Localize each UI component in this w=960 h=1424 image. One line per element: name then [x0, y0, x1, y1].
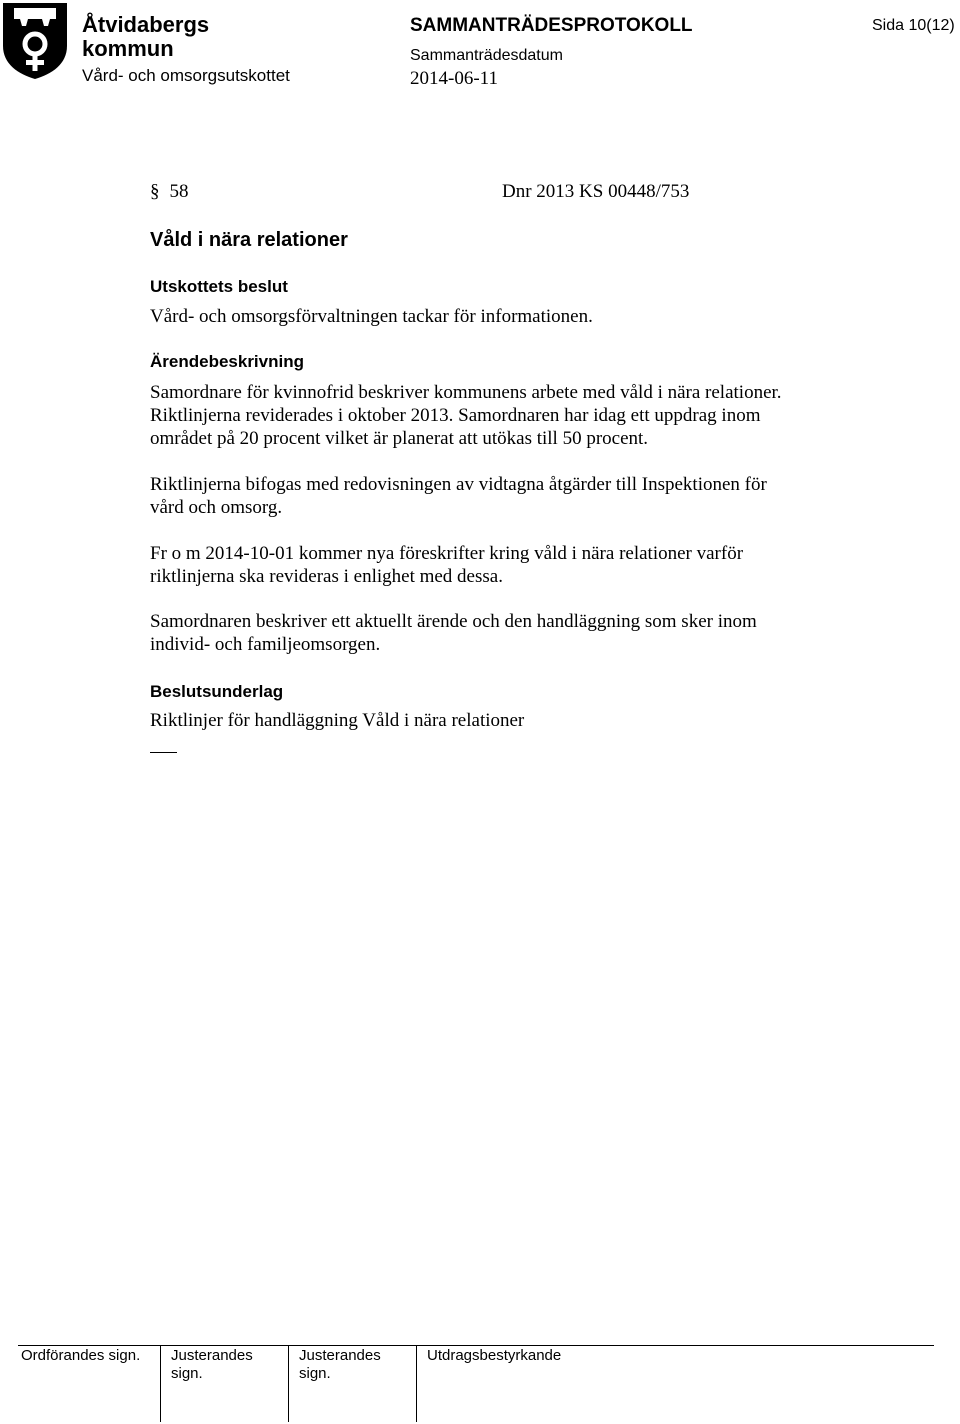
description-paragraph-1: [150, 381, 850, 451]
adjuster-1-signature-sub: sign.: [171, 1365, 203, 1382]
paragraph-line: Riktlinjerna bifogas med redovisningen av vidtagna åtgärder till Inspektionen för: [150, 474, 767, 495]
diary-number: Dnr 2013 KS 00448/753: [502, 181, 690, 202]
page-number: Sida 10(12): [872, 17, 955, 34]
meeting-date-label: Sammanträdesdatum: [410, 47, 563, 64]
basis-heading: Beslutsunderlag: [150, 682, 284, 701]
paragraph-line: vård och omsorg.: [150, 497, 283, 519]
paragraph-line: Riktlinjer för handläggning Våld i nära relationer: [150, 710, 525, 731]
adjuster-2-signature-sub: sign.: [299, 1365, 331, 1382]
signature-divider: [416, 1346, 417, 1422]
paragraph-line: riktlinjerna ska revideras i enlighet med dessa.: [150, 566, 503, 588]
organization-name-line2: kommun: [82, 36, 174, 61]
signature-divider: [160, 1346, 161, 1422]
decision-heading: Utskottets beslut: [150, 277, 288, 296]
paragraph-line: Vård- och omsorgsförvaltningen tackar för informationen.: [150, 306, 593, 327]
paragraph-line: Samordnaren beskriver ett aktuellt ärende och den handläggning som sker inom: [150, 611, 757, 632]
basis-text: [150, 709, 850, 732]
paragraph-line: Riktlinjerna reviderades i oktober 2013. Samordnaren har idag ett uppdrag inom: [150, 405, 761, 427]
description-paragraph-2: [150, 473, 850, 519]
section-number-line: [150, 180, 189, 204]
section-symbol: §: [150, 181, 160, 202]
extract-certification-label: Utdragsbestyrkande: [427, 1347, 562, 1364]
footer-rule: [18, 1345, 934, 1346]
meeting-date-value: 2014-06-11: [410, 68, 498, 89]
paragraph-line: individ- och familjeomsorgen.: [150, 634, 381, 656]
description-paragraph-3: [150, 542, 850, 588]
organization-name: Åtvidabergs: [82, 12, 210, 37]
document-type: SAMMANTRÄDESPROTOKOLL: [410, 15, 693, 36]
committee-name: Vård- och omsorgsutskottet: [82, 66, 290, 85]
paragraph-line: området på 20 procent vilket är planerat att utökas till 50 procent.: [150, 428, 649, 450]
description-paragraph-4: [150, 610, 850, 656]
adjuster-1-signature-label: Justerandes: [171, 1347, 253, 1364]
paragraph-line: Samordnare för kvinnofrid beskriver kommunens arbete med våld i nära relationer.: [150, 382, 782, 403]
adjuster-2-signature-label: Justerandes: [299, 1347, 381, 1364]
municipal-coat-of-arms-logo: [0, 0, 70, 80]
section-title: Våld i nära relationer: [150, 229, 348, 251]
signature-divider: [288, 1346, 289, 1422]
section-number: 58: [169, 181, 189, 202]
description-heading: Ärendebeskrivning: [150, 352, 304, 371]
decision-text: [150, 305, 850, 328]
section-end-rule: [150, 752, 177, 753]
chair-signature-label: Ordförandes sign.: [21, 1347, 141, 1364]
paragraph-line: Fr o m 2014-10-01 kommer nya föreskrifter kring våld i nära relationer varför: [150, 543, 744, 564]
